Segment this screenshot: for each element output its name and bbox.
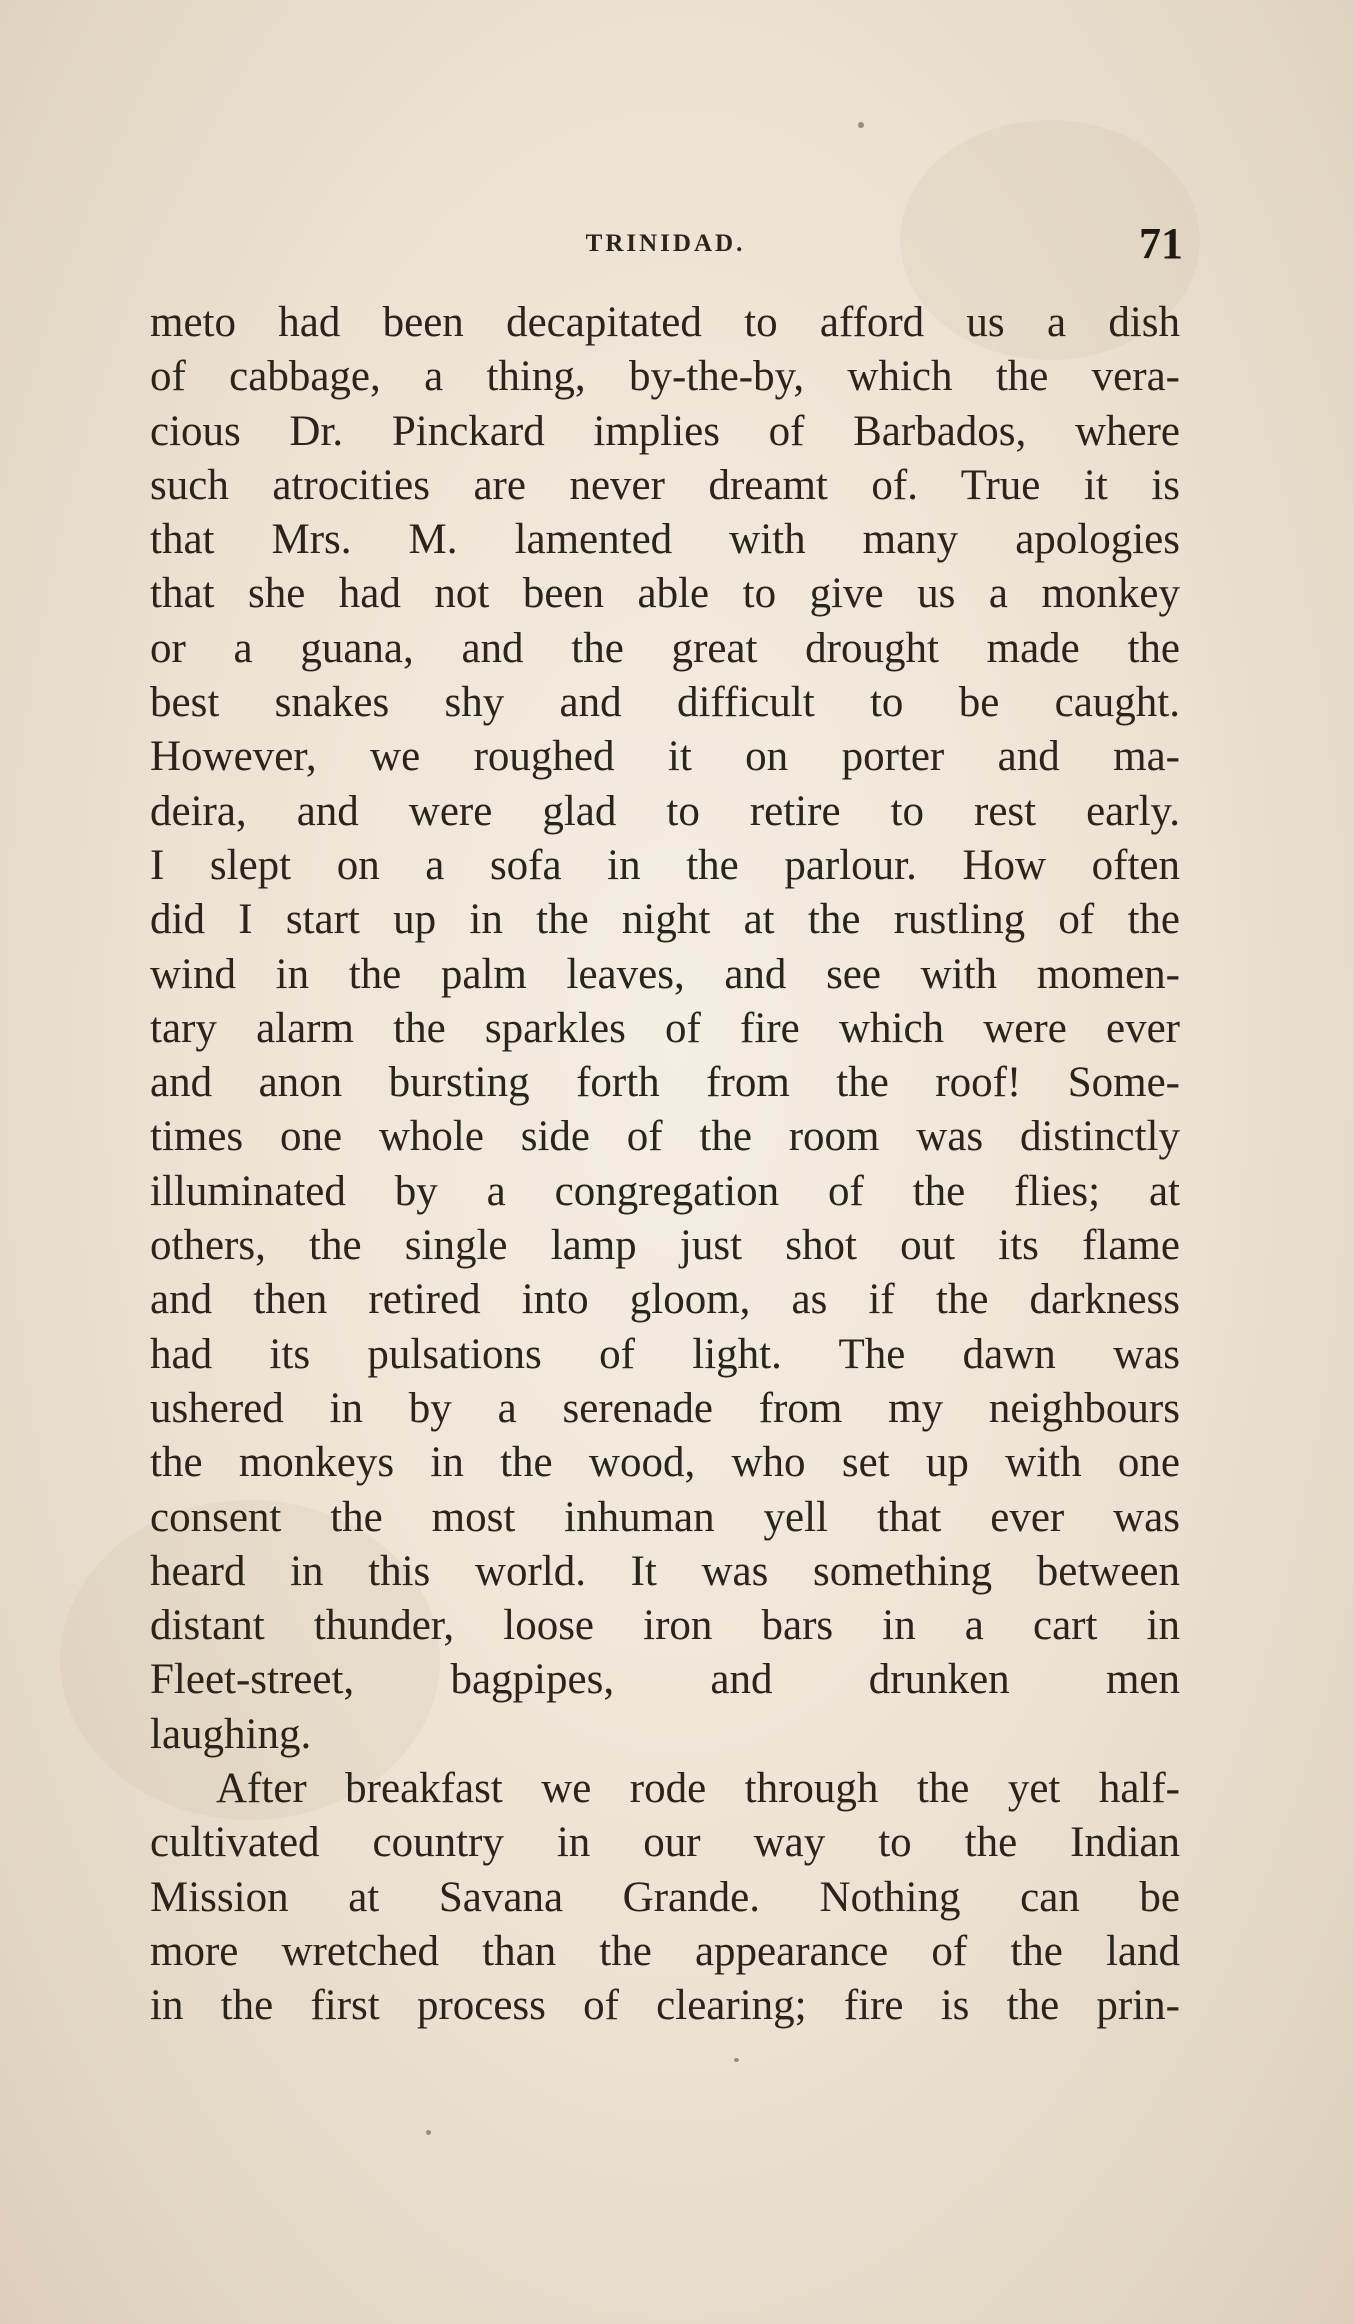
body-text	[150, 296, 1180, 2034]
text-line: After breakfast we rode through the yet half-	[216, 1765, 1180, 1813]
running-head	[148, 218, 1183, 278]
text-line: Mission at Savana Grande. Nothing can be	[150, 1873, 1180, 1921]
paper-speck	[426, 2130, 431, 2135]
text-line: cultivated country in our way to the Indian	[150, 1819, 1180, 1867]
text-line: more wretched than the appearance of the land	[150, 1927, 1180, 1975]
paper-speck	[734, 2058, 739, 2062]
text-line: ushered in by a serenade from my neighbours	[150, 1384, 1180, 1432]
text-line: in the first process of clearing; fire is the prin-	[150, 1982, 1180, 2030]
text-line: illuminated by a congregation of the flies; at	[150, 1167, 1180, 1215]
text-line: best snakes shy and difficult to be caught.	[150, 679, 1180, 727]
page-number: 71	[1139, 219, 1183, 268]
text-line: I slept on a sofa in the parlour. How often	[150, 841, 1180, 889]
text-line: had its pulsations of light. The dawn was	[150, 1330, 1180, 1378]
text-line: and anon bursting forth from the roof! Some-	[150, 1059, 1180, 1107]
text-line: that Mrs. M. lamented with many apologies	[150, 516, 1180, 564]
text-line: others, the single lamp just shot out its flame	[150, 1222, 1180, 1270]
text-line: heard in this world. It was something between	[150, 1547, 1180, 1595]
text-line: times one whole side of the room was distinctly	[150, 1113, 1180, 1161]
text-line: and then retired into gloom, as if the darkness	[150, 1276, 1180, 1324]
text-line: meto had been decapitated to afford us a dish	[150, 299, 1180, 346]
text-line: or a guana, and the great drought made the	[150, 624, 1180, 672]
paragraph-2	[150, 1762, 1180, 2033]
text-line: the monkeys in the wood, who set up with one	[150, 1439, 1180, 1487]
text-line: of cabbage, a thing, by-the-by, which the vera-	[150, 353, 1180, 401]
text-line: tary alarm the sparkles of fire which were ever	[150, 1004, 1180, 1052]
text-line: distant thunder, loose iron bars in a cart in	[150, 1602, 1180, 1650]
text-line: Fleet-street, bagpipes, and drunken men	[150, 1656, 1180, 1704]
text-line: deira, and were glad to retire to rest early.	[150, 787, 1180, 835]
text-line: that she had not been able to give us a monkey	[150, 570, 1180, 618]
text-line: However, we roughed it on porter and ma-	[150, 733, 1180, 781]
text-line: consent the most inhuman yell that ever was	[150, 1493, 1180, 1541]
text-line: laughing.	[150, 1710, 312, 1758]
running-head-title: TRINIDAD.	[585, 230, 746, 257]
text-line: such atrocities are never dreamt of. True it is	[150, 461, 1180, 509]
text-line: did I start up in the night at the rustling of the	[150, 896, 1180, 944]
text-line: cious Dr. Pinckard implies of Barbados, where	[150, 407, 1180, 455]
text-line: wind in the palm leaves, and see with momen-	[150, 950, 1180, 998]
paragraph-1	[150, 296, 1180, 1762]
paper-speck	[858, 122, 864, 128]
